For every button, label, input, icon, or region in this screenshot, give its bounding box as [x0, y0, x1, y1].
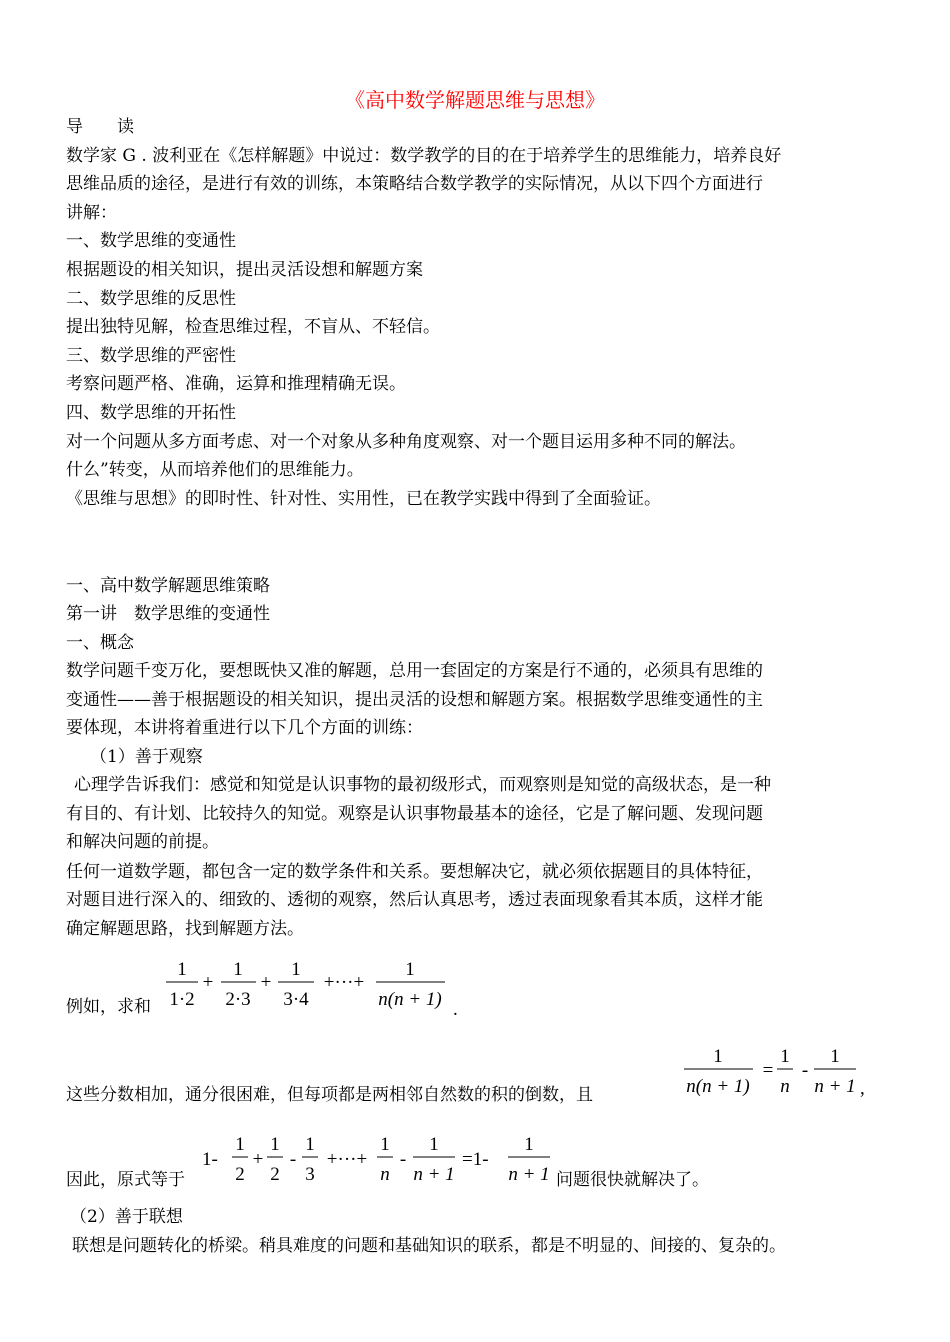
svg-text:-: -	[289, 1149, 297, 1170]
svg-text:1: 1	[713, 1046, 723, 1067]
concept-line: 要体现，本讲将着重进行以下几个方面的训练：	[66, 718, 423, 738]
observe-line: 心理学告诉我们：感觉和知觉是认识事物的最初级形式，而观察则是知觉的高级状态，是一种	[74, 775, 771, 795]
document-title: 《高中数学解题思维与思想》	[345, 88, 605, 112]
observation-line: 这些分数相加，通分很困难，但每项都是两相邻自然数的积的倒数，且	[66, 1085, 593, 1105]
svg-text:+···+: +···+	[326, 1149, 368, 1170]
svg-text:.: .	[453, 999, 458, 1017]
svg-text:1·2: 1·2	[169, 989, 195, 1010]
svg-text:=: =	[762, 1060, 774, 1081]
concept-line: 数学问题千变万化，要想既快又准的解题，总用一套固定的方案是行不通的，必须具有思维的	[66, 661, 763, 681]
svg-text:1: 1	[235, 1134, 245, 1155]
point-text: 提出独特见解，检查思维过程，不盲从、不轻信。	[66, 317, 440, 337]
svg-text:3: 3	[305, 1164, 315, 1185]
point-heading: 一、数学思维的变通性	[66, 231, 236, 251]
svg-text:n: n	[780, 1076, 790, 1097]
svg-text:n + 1: n + 1	[814, 1076, 856, 1097]
identity-formula	[680, 1040, 880, 1100]
task-line: 对题目进行深入的、细致的、透彻的观察，然后认真思考，透过表面现象看其本质，这样才能	[66, 890, 763, 910]
point-heading: 二、数学思维的反思性	[66, 289, 236, 309]
extra-line: 《思维与思想》的即时性、针对性、实用性，已在教学实践中得到了全面验证。	[66, 489, 661, 509]
svg-text:1: 1	[405, 959, 415, 980]
svg-text:,: ,	[860, 1078, 865, 1099]
concept-line: 变通性——善于根据题设的相关知识，提出灵活的设想和解题方案。根据数学思维变通性的主	[66, 690, 763, 710]
svg-text:+: +	[202, 972, 214, 993]
guide-heading: 导 读	[66, 117, 134, 137]
task-line: 任何一道数学题，都包含一定的数学条件和关系。要想解决它，就必须依据题目的具体特征，	[66, 862, 763, 882]
intro-line: 讲解：	[66, 203, 117, 223]
svg-text:2·3: 2·3	[225, 989, 251, 1010]
observe-line: 和解决问题的前提。	[66, 832, 219, 852]
observe-line: 有目的、有计划、比较持久的知觉。观察是认识事物最基本的途径，它是了解问题、发现问题	[66, 804, 763, 824]
svg-text:n + 1: n + 1	[413, 1164, 455, 1185]
assoc-line: 联想是问题转化的桥梁。稍具难度的问题和基础知识的联系，都是不明显的、间接的、复杂的。	[72, 1236, 786, 1256]
point-text: 考察问题严格、准确，运算和推理精确无误。	[66, 374, 406, 394]
lecture-heading: 第一讲 数学思维的变通性	[66, 604, 270, 624]
task-line: 确定解题思路，找到解题方法。	[66, 919, 304, 939]
intro-line: 思维品质的途径，是进行有效的训练，本策略结合数学教学的实际情况，从以下四个方面进行	[66, 174, 763, 194]
extra-line: 什么”转变，从而培养他们的思维能力。	[66, 460, 364, 480]
svg-text:1: 1	[830, 1046, 840, 1067]
svg-text:1: 1	[780, 1046, 790, 1067]
observe-heading: （1）善于观察	[90, 747, 203, 767]
svg-text:1: 1	[177, 959, 187, 980]
svg-text:+: +	[260, 972, 272, 993]
point-heading: 三、数学思维的严密性	[66, 346, 236, 366]
svg-text:1: 1	[291, 959, 301, 980]
result-prefix: 因此，原式等于	[66, 1170, 185, 1190]
svg-text:n(n + 1): n(n + 1)	[378, 989, 442, 1010]
result-suffix: 问题很快就解决了。	[556, 1170, 709, 1190]
svg-text:3·4: 3·4	[283, 989, 309, 1010]
section-heading: 一、高中数学解题思维策略	[66, 576, 270, 596]
svg-text:1: 1	[429, 1134, 439, 1155]
svg-text:1-: 1-	[202, 1149, 218, 1170]
svg-text:2: 2	[235, 1164, 245, 1185]
svg-text:n + 1: n + 1	[508, 1164, 550, 1185]
intro-line: 数学家 G . 波利亚在《怎样解题》中说过：数学教学的目的在于培养学生的思维能力，培养良好	[66, 146, 782, 166]
svg-text:1: 1	[380, 1134, 390, 1155]
svg-text:1: 1	[233, 959, 243, 980]
svg-text:1: 1	[524, 1134, 534, 1155]
result-formula	[200, 1128, 555, 1190]
point-text: 根据题设的相关知识，提出灵活设想和解题方案	[66, 260, 423, 280]
example-prefix: 例如，求和	[66, 997, 151, 1017]
svg-text:n: n	[380, 1164, 390, 1185]
svg-text:+···+: +···+	[323, 972, 365, 993]
concept-heading: 一、概念	[66, 633, 134, 653]
svg-text:=1-: =1-	[462, 1149, 489, 1170]
svg-text:1: 1	[305, 1134, 315, 1155]
point-text: 对一个问题从多方面考虑、对一个对象从多种角度观察、对一个题目运用多种不同的解法。	[66, 432, 746, 452]
svg-text:1: 1	[270, 1134, 280, 1155]
svg-text:n(n + 1): n(n + 1)	[686, 1076, 750, 1097]
assoc-heading: （2）善于联想	[70, 1207, 183, 1227]
sum-formula	[164, 955, 464, 1017]
point-heading: 四、数学思维的开拓性	[66, 403, 236, 423]
svg-text:2: 2	[270, 1164, 280, 1185]
svg-text:-: -	[399, 1149, 407, 1170]
svg-text:-: -	[801, 1060, 809, 1081]
svg-text:+: +	[252, 1149, 264, 1170]
